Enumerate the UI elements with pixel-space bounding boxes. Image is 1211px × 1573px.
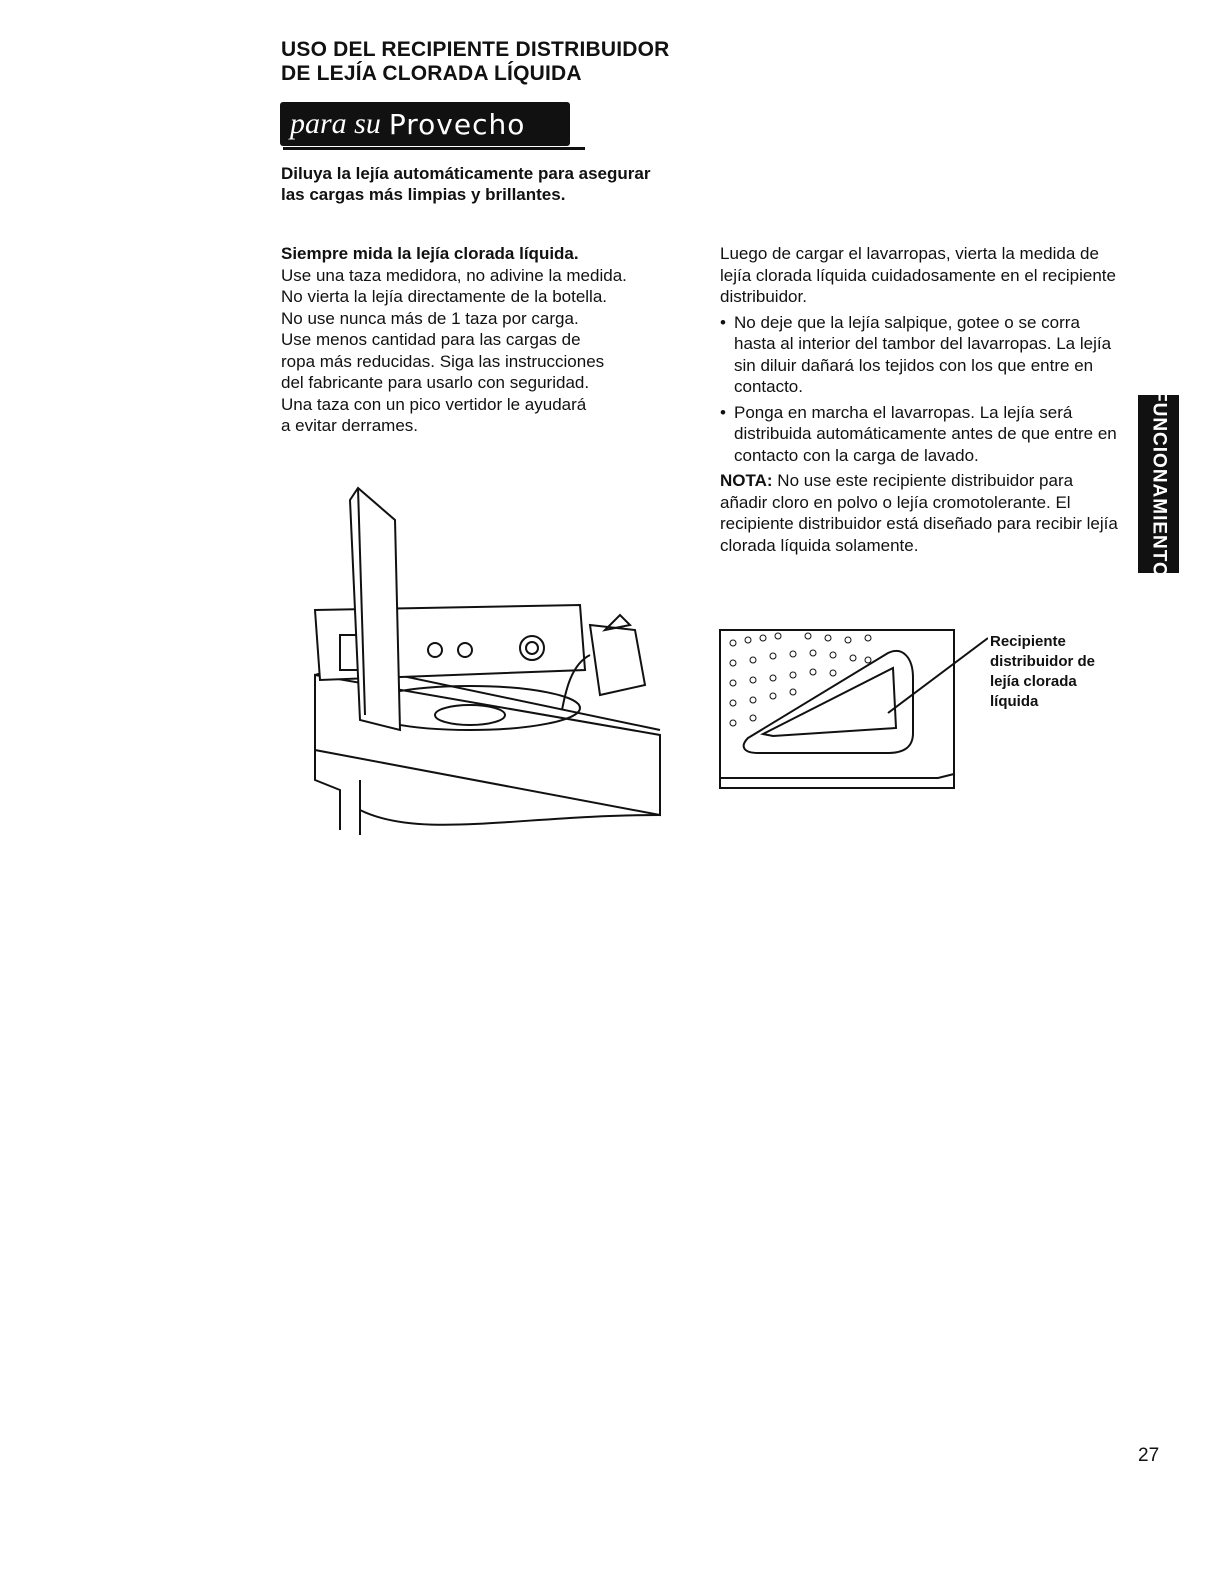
bullet-icon: • [720,312,726,332]
callout-line: distribuidor de [990,653,1095,670]
left-line: a evitar derrames. [281,416,418,435]
intro-text: Diluya la lejía automáticamente para asegurar las cargas más limpias y brillantes. [281,164,651,204]
nota-paragraph [720,470,1120,556]
left-lead: Siempre mida la lejía clorada líquida. [281,244,579,263]
callout-line: lejía clorada [990,673,1077,690]
right-column [720,243,1120,556]
para-su-provecho-banner [280,102,570,146]
bullet-text: Ponga en marcha el lavarropas. La lejía será distribuida automáticamente antes de que entre en contacto con la carga de lavado. [734,402,1117,465]
side-tab-label: FUNCIONAMIENTO [1148,390,1170,578]
banner-underline [283,147,585,150]
side-tab [1138,390,1179,578]
section-title [281,38,721,86]
left-line: No use nunca más de 1 taza por carga. [281,308,579,328]
nota-label: NOTA: [720,471,773,490]
callout-line: líquida [990,693,1039,710]
washer-illustration [300,480,675,845]
left-line: Use menos cantidad para las cargas de [281,330,581,349]
dispenser-illustration [718,628,988,793]
left-column [281,243,711,437]
nota-text: No use este recipiente distribuidor para añadir cloro en polvo o lejía cromotolerante. El recipiente distribuidor está diseñado para recibir lejía clorada líquida solamente. [720,471,1118,555]
callout-line: Recipiente [990,633,1066,650]
bullet-icon: • [720,402,726,422]
title-line-2: DE LEJÍA CLORADA LÍQUIDA [281,62,582,85]
banner-main-text: Provecho [388,107,526,141]
page-number: 27 [1138,1445,1160,1466]
left-line: Use una taza medidora, no adivine la medida. [281,265,627,285]
bullet-text: No deje que la lejía salpique, gotee o se corra hasta al interior del tambor del lavarropas. La lejía sin diluir dañará los tejidos con los que entre en contacto. [734,312,1112,396]
right-paragraph: Luego de cargar el lavarropas, vierta la medida de lejía clorada líquida cuidadosamente en el recipiente distribuidor. [720,244,1116,306]
left-line: del fabricante para usarlo con seguridad. [281,373,590,392]
title-line-1: USO DEL RECIPIENTE DISTRIBUIDOR [281,38,670,61]
left-line: No vierta la lejía directamente de la botella. [281,287,608,306]
bullet-item [720,312,1120,398]
banner-script-text: para su [290,107,381,140]
left-line: ropa más reducidas. Siga las instrucciones [281,351,605,371]
bullet-item [720,402,1120,467]
left-line: Una taza con un pico vertidor le ayudará [281,394,587,414]
dispenser-callout [990,632,1110,712]
